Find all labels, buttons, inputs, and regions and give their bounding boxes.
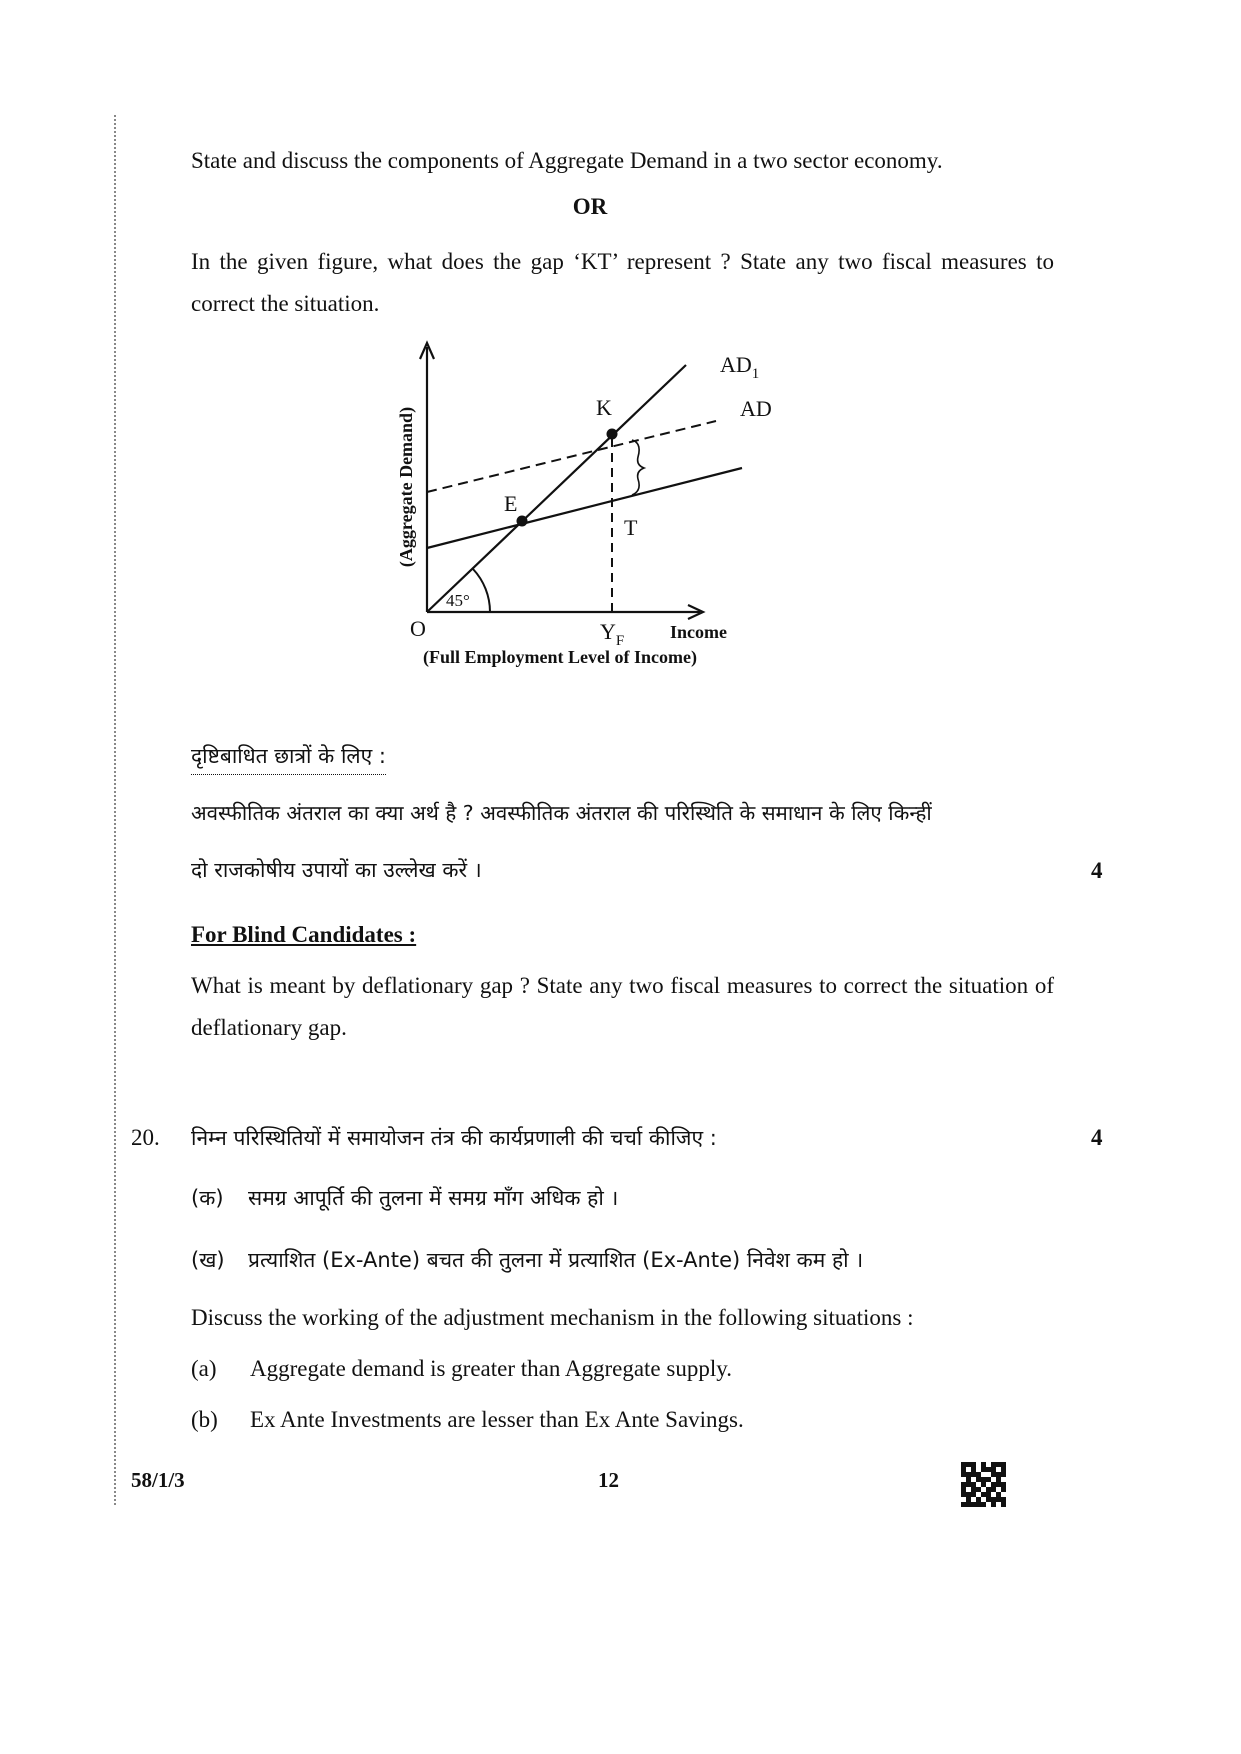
point-t-label: T bbox=[624, 515, 638, 540]
hindi-blind-heading: दृष्टिबाधित छात्रों के लिए : bbox=[191, 740, 386, 775]
question-20-marks: 4 bbox=[1091, 1125, 1103, 1150]
question-20-english-intro: Discuss the working of the adjustment mechanism in the following situations : bbox=[191, 1305, 914, 1330]
binding-margin-line bbox=[114, 115, 116, 1505]
ad1-curve bbox=[427, 421, 716, 492]
hindi-blind-question-line-1: अवस्फीतिक अंतराल का क्या अर्थ है ? अवस्फीतिक अंतराल की परिस्थिति के समाधान के लिए किन्हीं bbox=[191, 801, 932, 825]
point-k-marker bbox=[607, 429, 618, 440]
hindi-blind-question-line-2: दो राजकोषीय उपायों का उल्लेख करें । bbox=[191, 858, 482, 882]
hindi-item-kha-text: प्रत्याशित (Ex-Ante) बचत की तुलना में प्रत्याशित (Ex-Ante) निवेश कम हो । bbox=[248, 1248, 864, 1272]
ad-label: AD bbox=[740, 396, 772, 421]
point-k-label: K bbox=[596, 395, 612, 420]
qr-code-icon bbox=[961, 1462, 1006, 1507]
blind-candidates-question: What is meant by deflationary gap ? State any two fiscal measures to correct the situation of deflationary gap. bbox=[191, 973, 1054, 1040]
forty-five-degree-line bbox=[427, 365, 686, 612]
hindi-item-ka-text: समग्र आपूर्ति की तुलना में समग्र माँग अधिक हो । bbox=[248, 1186, 619, 1210]
aggregate-demand-diagram bbox=[380, 325, 820, 685]
ad1-label: $AD_1$ bbox=[720, 352, 760, 382]
or-label: OR bbox=[572, 194, 608, 219]
question-19-alt-text: In the given figure, what does the gap ‘KT’ represent ? State any two fiscal measures to correct the situation. bbox=[191, 249, 1054, 316]
english-item-b-text: Ex Ante Investments are lesser than Ex Ante Savings. bbox=[250, 1407, 744, 1432]
question-20-hindi-intro: निम्न परिस्थितियों में समायोजन तंत्र की कार्यप्रणाली की चर्चा कीजिए : bbox=[191, 1126, 717, 1150]
english-item-b-label: (b) bbox=[191, 1407, 218, 1432]
paper-code: 58/1/3 bbox=[131, 1468, 185, 1492]
english-item-a-text: Aggregate demand is greater than Aggregate supply. bbox=[250, 1356, 732, 1381]
y-axis-label: (Aggregate Demand) bbox=[396, 406, 416, 568]
hindi-item-kha-label: (ख) bbox=[191, 1248, 225, 1272]
point-e-label: E bbox=[504, 491, 518, 516]
angle-label: 45° bbox=[446, 591, 470, 610]
x-axis-label: Income bbox=[670, 622, 727, 642]
yf-label: $Y_F$ bbox=[600, 619, 625, 649]
figure-caption: (Full Employment Level of Income) bbox=[423, 647, 697, 667]
question-20-number: 20. bbox=[131, 1125, 160, 1150]
hindi-item-ka-label: (क) bbox=[191, 1186, 224, 1210]
question-19-marks: 4 bbox=[1091, 858, 1103, 883]
angle-arc bbox=[473, 569, 490, 612]
kt-gap-brace bbox=[632, 440, 644, 495]
origin-label: O bbox=[410, 616, 426, 641]
point-e-marker bbox=[517, 516, 528, 527]
page-number: 12 bbox=[598, 1468, 619, 1492]
blind-candidates-heading: For Blind Candidates : bbox=[191, 922, 417, 947]
english-item-a-label: (a) bbox=[191, 1356, 217, 1381]
question-19-main-text: State and discuss the components of Aggregate Demand in a two sector economy. bbox=[191, 148, 943, 173]
